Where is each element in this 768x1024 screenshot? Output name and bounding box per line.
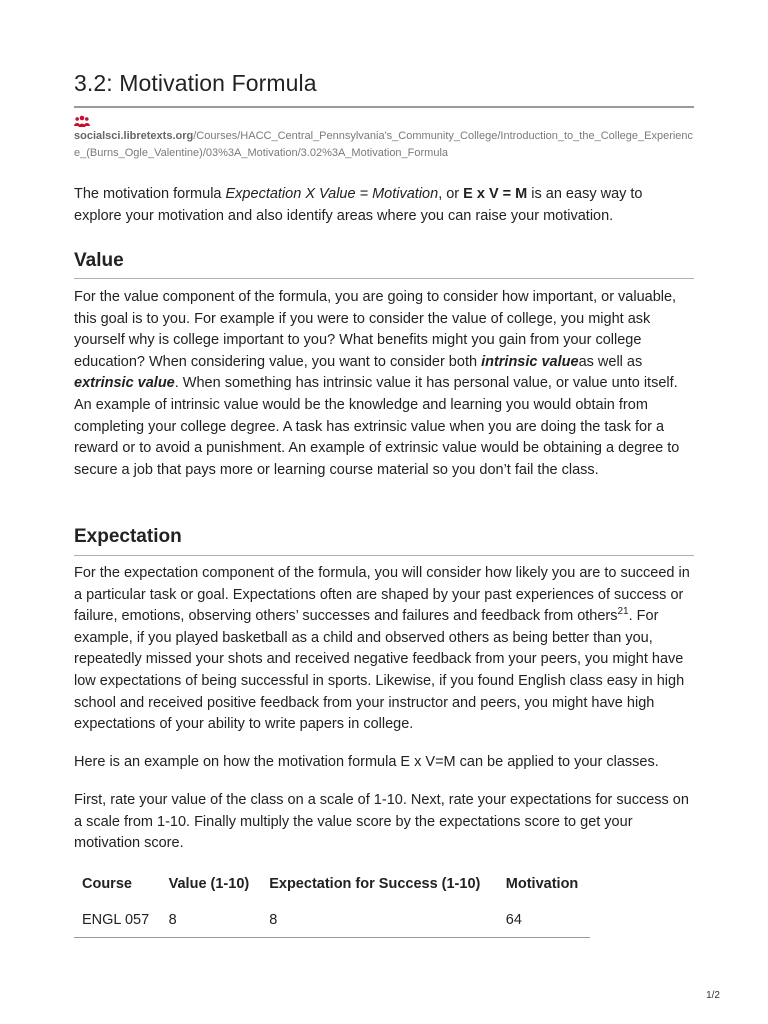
formula-bold: E x V = M bbox=[463, 186, 528, 202]
table-cell-motivation: 64 bbox=[498, 904, 590, 938]
table-header-value: Value (1-10) bbox=[168, 876, 250, 892]
title-divider bbox=[74, 106, 694, 108]
value-paragraph bbox=[74, 287, 694, 481]
source-domain[interactable]: socialsci.libretexts.org bbox=[74, 130, 194, 142]
example-paragraph: Here is an example on how the motivation formula E x V=M can be applied to your classes. bbox=[74, 754, 659, 770]
page-title: 3.2: Motivation Formula bbox=[74, 70, 317, 96]
page-number: 1/2 bbox=[706, 990, 720, 1001]
section-heading-expectation: Expectation bbox=[74, 526, 182, 547]
intrinsic-value-term: intrinsic value bbox=[481, 353, 579, 370]
intro-text: , or bbox=[438, 186, 464, 202]
source-path[interactable]: /Courses/HACC_Central_Pennsylvania's_Community_College/Introduction_to_the_College_Experience_(Burns_Ogle_Valentine)/03%3A_Motivation/3.02%3A_Motivation_Formula bbox=[74, 130, 694, 159]
motivation-table bbox=[74, 868, 590, 938]
formula-italic: Expectation X Value = Motivation bbox=[225, 186, 439, 202]
value-text: For the value component of the formula, you are going to consider how important, or valuable, this goal is to you. For example if you were to consider the value of college, you might ask yourself why is college important to you? What benefits might you gain from your college education? When considering value, you want to consider both bbox=[74, 289, 677, 370]
intro-text: is an easy way to explore your motivation and also identify areas where you can raise your motivation. bbox=[74, 186, 643, 224]
people-icon bbox=[74, 115, 90, 127]
expectation-paragraph bbox=[74, 563, 694, 736]
table-header-expectation: Expectation for Success (1-10) bbox=[269, 876, 481, 892]
table-cell-course: ENGL 057 bbox=[74, 904, 161, 938]
table-header-row bbox=[74, 868, 590, 904]
table-row bbox=[74, 904, 590, 938]
intro-text: The motivation formula bbox=[74, 186, 226, 202]
extrinsic-value-term: extrinsic value bbox=[74, 375, 175, 392]
footnote-reference[interactable]: 21 bbox=[617, 606, 629, 618]
value-text: . When something has intrinsic value it has personal value, or value unto itself. An example of intrinsic value would be the knowledge and learning you would obtain from completing your college degree. A task has extrinsic value when you are doing the task for a reward or to avoid a punishment. An example of extrinsic value would be obtaining a degree to secure a job that pays more or learning course material so you don’t fail the class. bbox=[74, 375, 680, 478]
table-cell-value: 8 bbox=[161, 904, 262, 938]
table-header-motivation: Motivation bbox=[505, 876, 579, 892]
expectation-text: . For example, if you played basketball as a child and observed others as being better than you, repeatedly missed your shots and received negative feedback from your peers, you might have low expectations of being successful in sports. Likewise, if you found English class easy in high school and received positive feedback from your instructor and peers, you might have high expectations of your ability to write papers in college. bbox=[74, 608, 685, 733]
table-header-course: Course bbox=[82, 876, 132, 892]
instructions-paragraph: First, rate your value of the class on a scale of 1-10. Next, rate your expectations for success on a scale from 1-10. Finally multiply the value score by the expectations score to get your motivation score. bbox=[74, 792, 689, 852]
source-url[interactable] bbox=[74, 128, 694, 162]
table-cell-expectation: 8 bbox=[261, 904, 498, 938]
value-text: as well as bbox=[578, 353, 643, 370]
expectation-text: For the expectation component of the formula, you will consider how likely you are to succeed in a particular task or goal. Expectations often are shaped by your past experiences of success or failure, emotions, observing others’ successes and failures and feedback from others bbox=[74, 565, 690, 625]
section-heading-value: Value bbox=[74, 250, 124, 271]
section-divider bbox=[74, 555, 694, 556]
intro-paragraph bbox=[74, 184, 694, 227]
section-divider bbox=[74, 278, 694, 279]
